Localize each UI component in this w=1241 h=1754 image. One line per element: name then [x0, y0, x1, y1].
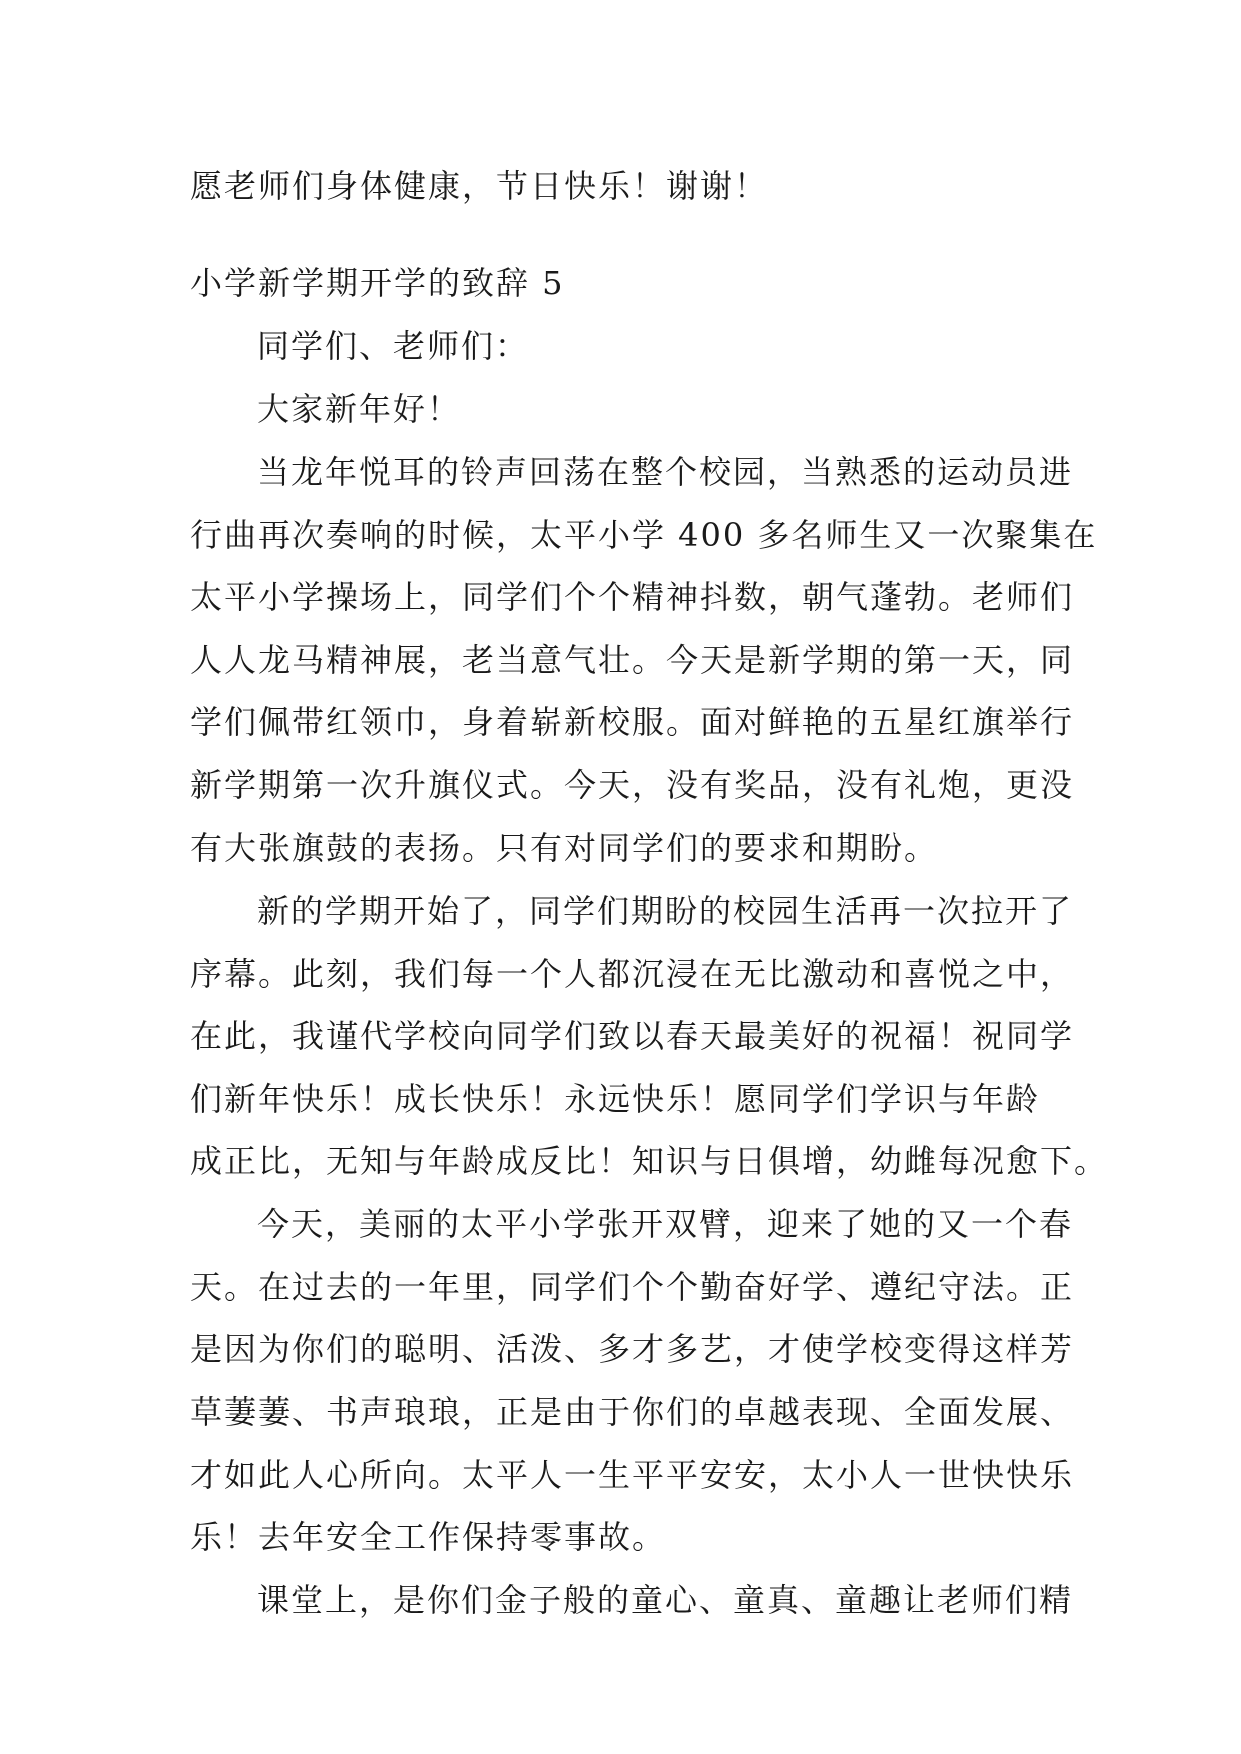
paragraph-3-line-4: 草萋萋、书声琅琅，正是由于你们的卓越表现、全面发展、 [190, 1393, 1075, 1431]
paragraph-3-line-1: 今天，美丽的太平小学张开双臂，迎来了她的又一个春 [257, 1205, 1074, 1243]
paragraph-1-line-4: 人人龙马精神展，老当意气壮。今天是新学期的第一天，同 [190, 641, 1075, 679]
paragraph-1-line-7: 有大张旗鼓的表扬。只有对同学们的要求和期盼。 [190, 829, 939, 867]
paragraph-2-line-4: 们新年快乐！成长快乐！永远快乐！愿同学们学识与年龄 [190, 1080, 1041, 1118]
paragraph-2-line-1: 新的学期开始了，同学们期盼的校园生活再一次拉开了 [257, 892, 1074, 930]
paragraph-3-line-2: 天。在过去的一年里，同学们个个勤奋好学、遵纪守法。正 [190, 1268, 1075, 1306]
greeting: 大家新年好！ [257, 390, 462, 428]
section-title: 小学新学期开学的致辞 5 [190, 264, 565, 302]
paragraph-3-line-6: 乐！去年安全工作保持零事故。 [190, 1518, 667, 1556]
paragraph-1-line-2: 行曲再次奏响的时候，太平小学 400 多名师生又一次聚集在 [190, 516, 1098, 554]
paragraph-1-line-6: 新学期第一次升旗仪式。今天，没有奖品，没有礼炮，更没 [190, 766, 1075, 804]
paragraph-1-line-3: 太平小学操场上，同学们个个精神抖数，朝气蓬勃。老师们 [190, 578, 1075, 616]
paragraph-4-line-1: 课堂上，是你们金子般的童心、童真、童趣让老师们精 [257, 1581, 1074, 1619]
paragraph-1-line-5: 学们佩带红领巾，身着崭新校服。面对鲜艳的五星红旗举行 [190, 703, 1075, 741]
closing-line: 愿老师们身体健康，节日快乐！谢谢！ [190, 167, 769, 205]
paragraph-2-line-5: 成正比，无知与年龄成反比！知识与日俱增，幼雌每况愈下。 [190, 1142, 1109, 1180]
paragraph-2-line-2: 序幕。此刻，我们每一个人都沉浸在无比激动和喜悦之中， [190, 955, 1075, 993]
paragraph-1-line-1: 当龙年悦耳的铃声回荡在整个校园，当熟悉的运动员进 [257, 453, 1074, 491]
salutation: 同学们、老师们： [257, 327, 530, 365]
paragraph-2-line-3: 在此，我谨代学校向同学们致以春天最美好的祝福！祝同学 [190, 1017, 1075, 1055]
paragraph-3-line-5: 才如此人心所向。太平人一生平平安安，太小人一世快快乐 [190, 1456, 1075, 1494]
paragraph-3-line-3: 是因为你们的聪明、活泼、多才多艺，才使学校变得这样芳 [190, 1330, 1075, 1368]
